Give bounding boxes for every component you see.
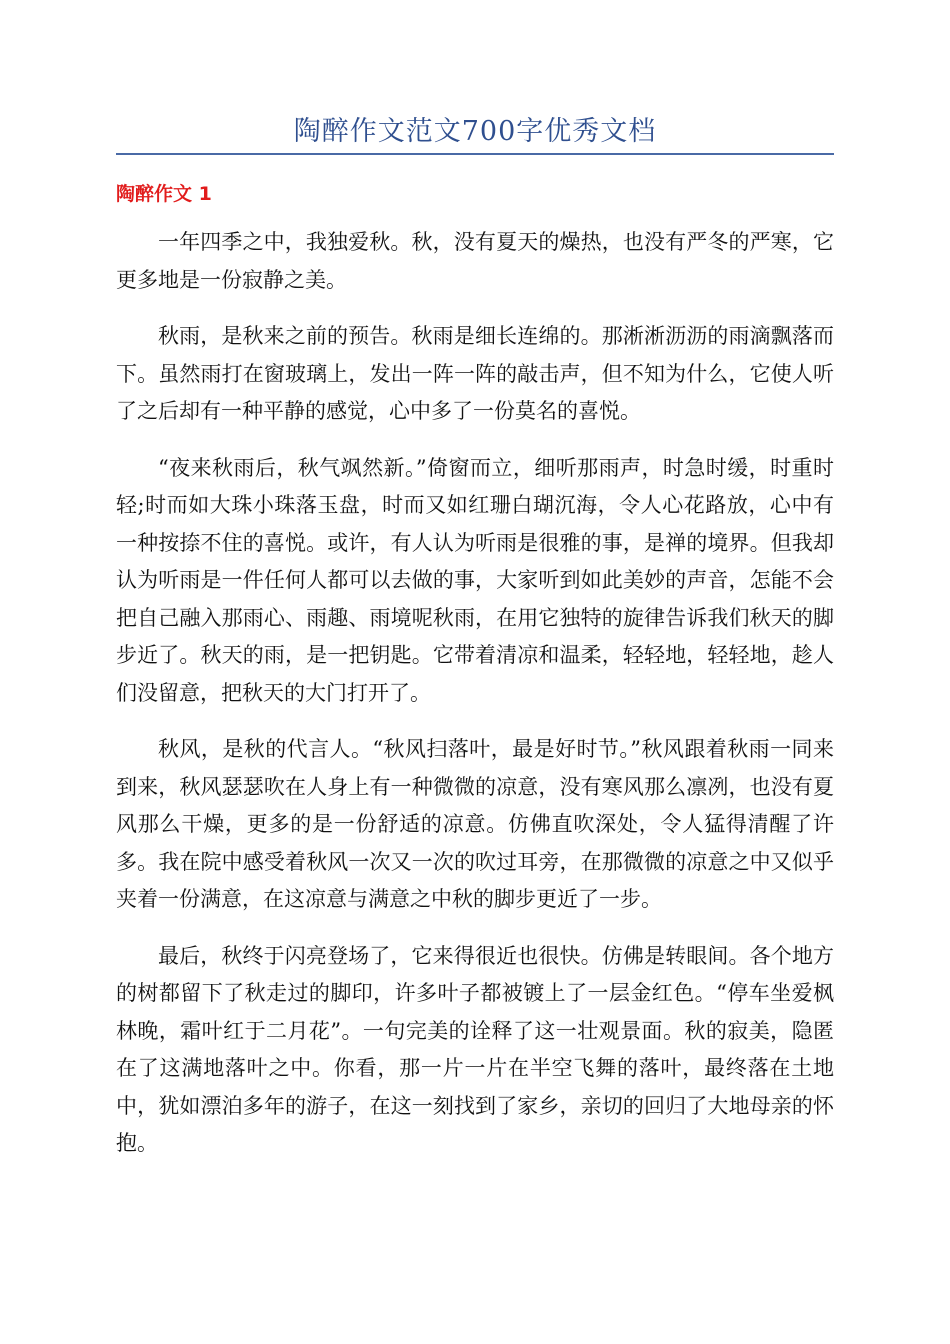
document-title: 陶醉作文范文700字优秀文档 — [293, 116, 657, 147]
paragraph-3: “夜来秋雨后，秋气飒然新。”倚窗而立，细听那雨声，时急时缓，时重时轻;时而如大珠小珠落玉盘，时而又如红珊白瑚沉海，令人心花路放，心中有一种按捺不住的喜悦。或许，有人认为听雨是很雅的事，是禅的境界。但我却认为听雨是一件任何人都可以去做的事，大家听到如此美妙的声音，怎能不会把自己融入那雨心、雨趣、雨境呢秋雨，在用它独特的旋律告诉我们秋天的脚步近了。秋天的雨，是一把钥匙。它带着清凉和温柔，轻轻地，轻轻地，趁人们没留意，把秋天的大门打开了。 — [116, 455, 834, 705]
section-heading: 陶醉作文 1 — [116, 183, 212, 205]
essay-body — [116, 224, 834, 1182]
paragraph-4: 秋风，是秋的代言人。“秋风扫落叶，最是好时节。”秋风跟着秋雨一同来到来，秋风瑟瑟吹在人身上有一种微微的凉意，没有寒风那么凛冽，也没有夏风那么干燥，更多的是一份舒适的凉意。仿佛直吹深处，令人猛得清醒了许多。我在院中感受着秋风一次又一次的吹过耳旁，在那微微的凉意之中又似乎夹着一份满意，在这凉意与满意之中秋的脚步更近了一步。 — [116, 737, 834, 911]
paragraph-5: 最后，秋终于闪亮登场了，它来得很近也很快。仿佛是转眼间。各个地方的树都留下了秋走过的脚印，许多叶子都被镀上了一层金红色。“停车坐爱枫林晚，霜叶红于二月花”。一句完美的诠释了这一壮观景面。秋的寂美，隐匿在了这满地落叶之中。你看，那一片一片在半空飞舞的落叶，最终落在土地中，犹如漂泊多年的游子，在这一刻找到了家乡，亲切的回归了大地母亲的怀抱。 — [116, 943, 834, 1155]
document-page — [116, 0, 834, 1344]
paragraph-2: 秋雨，是秋来之前的预告。秋雨是细长连绵的。那淅淅沥沥的雨滴飘落而下。虽然雨打在窗玻璃上，发出一阵一阵的敲击声，但不知为什么，它使人听了之后却有一种平静的感觉，心中多了一份莫名的喜悦。 — [116, 324, 834, 423]
paragraph-1: 一年四季之中，我独爱秋。秋，没有夏天的燥热，也没有严冬的严寒，它更多地是一份寂静之美。 — [116, 230, 834, 292]
title-divider — [116, 153, 834, 155]
